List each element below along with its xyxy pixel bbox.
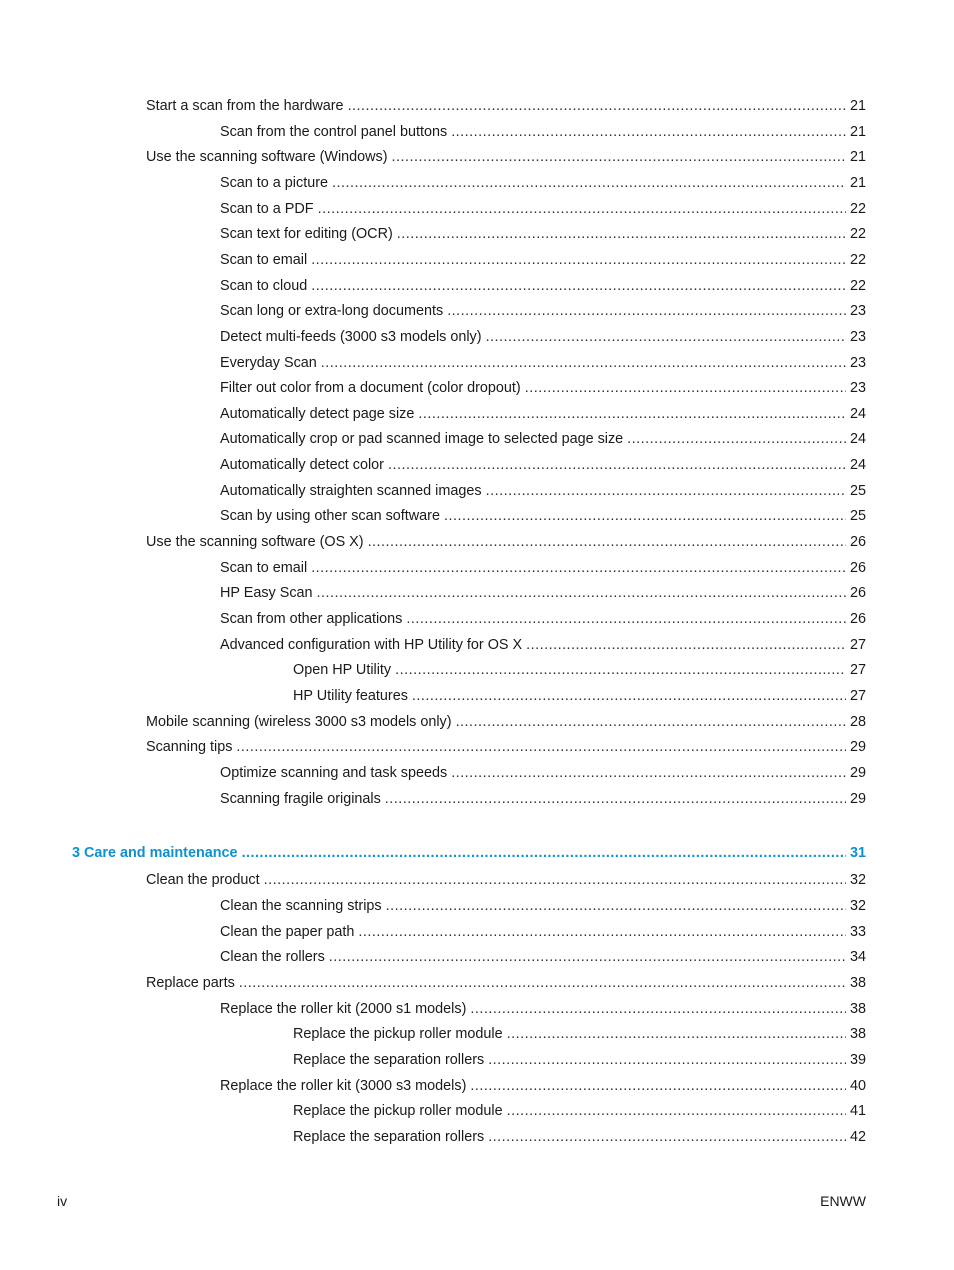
toc-entry[interactable]: [146, 713, 866, 731]
toc-entry[interactable]: [146, 738, 866, 756]
toc-entry-page: 33: [849, 924, 866, 940]
toc-entry-label: Replace the separation rollers: [293, 1052, 485, 1068]
toc-leader: [486, 482, 846, 500]
toc-entry[interactable]: [220, 277, 866, 295]
toc-entry-label: Scan by using other scan software: [220, 508, 440, 524]
toc-entry-label: Scan to a PDF: [220, 201, 314, 217]
toc-leader: [488, 1128, 846, 1146]
toc-leader: [311, 251, 846, 269]
toc-leader: [397, 225, 846, 243]
toc-entry[interactable]: [220, 610, 866, 628]
footer-code: ENWW: [820, 1193, 866, 1209]
toc-entry[interactable]: [220, 897, 866, 915]
toc-leader: [386, 897, 846, 915]
toc-entry[interactable]: [220, 174, 866, 192]
toc-leader: [486, 328, 846, 346]
toc-entry-label: Open HP Utility: [293, 662, 392, 678]
toc-leader: [311, 559, 846, 577]
footer-page-number: iv: [57, 1193, 68, 1209]
toc-entry-page: 38: [849, 1026, 866, 1042]
toc-leader: [242, 844, 846, 862]
toc-entry[interactable]: [220, 302, 866, 320]
toc-entry[interactable]: [293, 1051, 866, 1069]
toc-entry[interactable]: [220, 1000, 866, 1018]
toc-entry[interactable]: [220, 430, 866, 448]
toc-entry-label: Detect multi-feeds (3000 s3 models only): [220, 329, 482, 345]
toc-entry[interactable]: [220, 405, 866, 423]
toc-entry-label: Clean the scanning strips: [220, 898, 382, 914]
toc-leader: [317, 584, 846, 602]
toc-leader: [525, 379, 846, 397]
toc-leader: [368, 533, 846, 551]
toc-entry-page: 23: [849, 303, 866, 319]
toc-entry[interactable]: [146, 97, 866, 115]
toc-entry-page: 26: [849, 534, 866, 550]
toc-entry-label: Scan text for editing (OCR): [220, 226, 393, 242]
toc-leader: [264, 871, 846, 889]
toc-entry-page: 21: [849, 175, 866, 191]
toc-leader: [488, 1051, 846, 1069]
toc-leader: [321, 354, 846, 372]
toc-entry-page: 29: [849, 765, 866, 781]
toc-entry-page: 21: [849, 124, 866, 140]
toc-entry[interactable]: [146, 974, 866, 992]
toc-entry-label: HP Easy Scan: [220, 585, 313, 601]
toc-entry-label: Use the scanning software (Windows): [146, 149, 388, 165]
toc-entry-label: Clean the rollers: [220, 949, 325, 965]
toc-entry-page: 23: [849, 355, 866, 371]
toc-entry-label: Replace the pickup roller module: [293, 1103, 503, 1119]
toc-leader: [470, 1000, 846, 1018]
toc-entry[interactable]: [293, 1128, 866, 1146]
toc-entry[interactable]: [220, 559, 866, 577]
toc-entry-page: 22: [849, 226, 866, 242]
toc-leader: [451, 123, 846, 141]
toc-entry-page: 22: [849, 278, 866, 294]
toc-entry-label: Scanning tips: [146, 739, 233, 755]
toc-entry[interactable]: [220, 923, 866, 941]
toc-entry-page: 24: [849, 406, 866, 422]
toc-entry-page: 23: [849, 380, 866, 396]
toc-entry[interactable]: [220, 225, 866, 243]
toc-entry-page: 22: [849, 201, 866, 217]
toc-entry-page: 25: [849, 508, 866, 524]
toc-entry[interactable]: [220, 584, 866, 602]
toc-entry[interactable]: [220, 636, 866, 654]
toc-leader: [470, 1077, 846, 1095]
toc-entry-page: 31: [849, 845, 866, 861]
toc-entry-page: 24: [849, 431, 866, 447]
toc-entry-label: Replace the roller kit (3000 s3 models): [220, 1078, 467, 1094]
toc-leader: [456, 713, 846, 731]
toc-entry-page: 29: [849, 791, 866, 807]
toc-entry-label: Advanced configuration with HP Utility for OS X: [220, 637, 523, 653]
toc-entry-page: 32: [849, 898, 866, 914]
toc-leader: [332, 174, 846, 192]
toc-leader: [447, 302, 846, 320]
toc-leader: [412, 687, 846, 705]
toc-entry-page: 23: [849, 329, 866, 345]
toc-entry[interactable]: [146, 533, 866, 551]
toc-entry-page: 28: [849, 714, 866, 730]
toc-entry-label: Optimize scanning and task speeds: [220, 765, 448, 781]
toc-entry[interactable]: [220, 379, 866, 397]
toc-entry-label: Scan to cloud: [220, 278, 308, 294]
toc-entry-page: 25: [849, 483, 866, 499]
toc-entry[interactable]: [293, 1025, 866, 1043]
toc-entry-page: 32: [849, 872, 866, 888]
toc-entry[interactable]: [146, 871, 866, 889]
toc-leader: [311, 277, 846, 295]
toc-entry-label: Automatically crop or pad scanned image to selected page size: [220, 431, 624, 447]
toc-leader: [507, 1025, 846, 1043]
toc-entry[interactable]: [293, 1102, 866, 1120]
toc-entry-label: Automatically straighten scanned images: [220, 483, 482, 499]
toc-leader: [392, 148, 846, 166]
toc-entry[interactable]: [220, 200, 866, 218]
toc-entry[interactable]: [293, 687, 866, 705]
toc-entry[interactable]: [220, 456, 866, 474]
toc-entry-label: Scan from other applications: [220, 611, 403, 627]
toc-entry-label: Automatically detect page size: [220, 406, 415, 422]
toc-entry-label: Scan long or extra-long documents: [220, 303, 444, 319]
toc-leader: [627, 430, 846, 448]
toc-entry-page: 26: [849, 611, 866, 627]
toc-entry-page: 38: [849, 975, 866, 991]
toc-entry-label: Mobile scanning (wireless 3000 s3 models only): [146, 714, 452, 730]
toc-entry[interactable]: [220, 123, 866, 141]
toc-entry[interactable]: [220, 790, 866, 808]
toc-entry-page: 26: [849, 585, 866, 601]
toc-entry-page: 42: [849, 1129, 866, 1145]
toc-entry-page: 40: [849, 1078, 866, 1094]
toc-entry[interactable]: [220, 1077, 866, 1095]
toc-leader: [358, 923, 846, 941]
toc-entry[interactable]: [220, 948, 866, 966]
toc-entry-page: 38: [849, 1001, 866, 1017]
toc-leader: [348, 97, 846, 115]
toc-leader: [526, 636, 846, 654]
toc-entry-page: 34: [849, 949, 866, 965]
toc-leader: [395, 661, 846, 679]
toc-entry-page: 27: [849, 662, 866, 678]
toc-entry-label: Replace the separation rollers: [293, 1129, 485, 1145]
toc-leader: [418, 405, 846, 423]
toc-entry-page: 29: [849, 739, 866, 755]
toc-entry-page: 24: [849, 457, 866, 473]
toc-entry-label: Everyday Scan: [220, 355, 317, 371]
toc-entry[interactable]: [220, 482, 866, 500]
toc-leader: [385, 790, 846, 808]
toc-entry-label: Scan to a picture: [220, 175, 328, 191]
toc-entry-label: Clean the paper path: [220, 924, 355, 940]
toc-leader: [388, 456, 846, 474]
toc-entry-label: Filter out color from a document (color dropout): [220, 380, 521, 396]
toc-entry-label: Replace parts: [146, 975, 235, 991]
toc-entry-page: 41: [849, 1103, 866, 1119]
toc-entry-page: 27: [849, 637, 866, 653]
toc-entry-label: Scan to email: [220, 252, 308, 268]
toc-leader: [406, 610, 846, 628]
toc-entry-page: 21: [849, 149, 866, 165]
toc-entry[interactable]: [220, 251, 866, 269]
toc-entry-label: Automatically detect color: [220, 457, 384, 473]
toc-chapter-label: 3 Care and maintenance: [72, 845, 238, 861]
toc-entry-page: 22: [849, 252, 866, 268]
toc-entry[interactable]: [220, 507, 866, 525]
toc-leader: [451, 764, 846, 782]
toc-entry-label: Replace the pickup roller module: [293, 1026, 503, 1042]
toc-entry-label: Scan to email: [220, 560, 308, 576]
toc-leader: [318, 200, 846, 218]
toc-entry-label: Scan from the control panel buttons: [220, 124, 448, 140]
toc-entry-label: Clean the product: [146, 872, 260, 888]
toc-leader: [329, 948, 846, 966]
toc-leader: [239, 974, 846, 992]
toc-entry-label: Use the scanning software (OS X): [146, 534, 364, 550]
toc-leader: [444, 507, 846, 525]
toc-entry-label: Start a scan from the hardware: [146, 98, 344, 114]
toc-leader: [236, 738, 846, 756]
toc-entry[interactable]: [293, 661, 866, 679]
toc-entry-page: 26: [849, 560, 866, 576]
toc-leader: [507, 1102, 846, 1120]
toc-entry[interactable]: [146, 148, 866, 166]
toc-entry-label: Replace the roller kit (2000 s1 models): [220, 1001, 467, 1017]
toc-entry-page: 21: [849, 98, 866, 114]
toc-entry[interactable]: [220, 764, 866, 782]
toc-entry[interactable]: [220, 354, 866, 372]
toc-entry-label: Scanning fragile originals: [220, 791, 381, 807]
toc-entry[interactable]: [220, 328, 866, 346]
toc-chapter-entry[interactable]: [72, 844, 866, 862]
toc-entry-label: HP Utility features: [293, 688, 408, 704]
toc-entry-page: 39: [849, 1052, 866, 1068]
toc-entry-page: 27: [849, 688, 866, 704]
